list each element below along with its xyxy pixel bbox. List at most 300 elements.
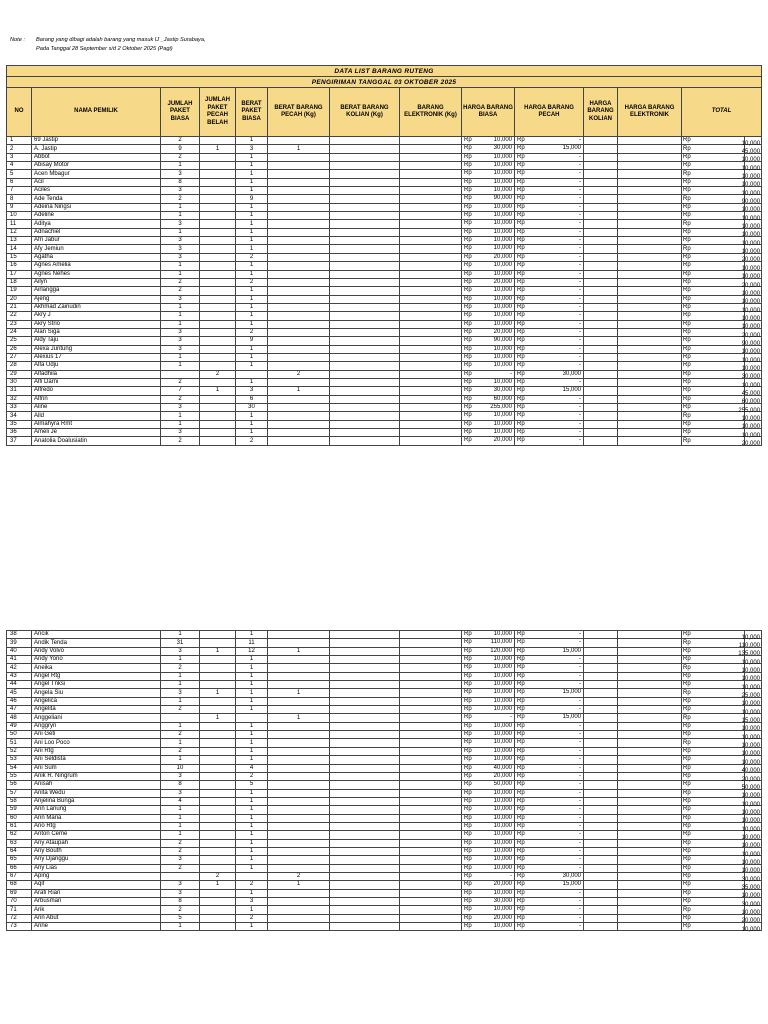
cell-harga-barang-biasa-currency: Rp <box>464 781 472 788</box>
table-row <box>7 187 762 195</box>
cell-harga-barang-elektronik <box>618 270 682 278</box>
cell-no: 45 <box>7 689 32 697</box>
cell-harga-barang-kolian <box>584 923 618 931</box>
cell-barang-elektronik <box>400 831 462 839</box>
cell-total-currency: Rp <box>682 697 745 705</box>
cell-harga-barang-biasa-currency: Rp <box>464 137 472 143</box>
cell-berat-paket-biasa: 1 <box>236 203 268 211</box>
cell-harga-barang-pecah-currency: Rp <box>517 437 525 444</box>
cell-total-currency: Rp <box>682 781 745 789</box>
cell-berat-barang-kolian <box>330 689 400 697</box>
cell-nama-pemilik: Alexa Juntung <box>32 345 161 353</box>
cell-harga-barang-biasa <box>462 378 515 386</box>
cell-harga-barang-pecah-value: - <box>579 270 581 277</box>
cell-harga-barang-biasa <box>462 137 515 145</box>
cell-harga-barang-elektronik <box>618 187 682 195</box>
cell-harga-barang-pecah-value: 30,000 <box>562 872 581 879</box>
cell-total-currency: Rp <box>682 420 745 428</box>
cell-harga-barang-biasa-value: 10,000 <box>493 378 512 385</box>
cell-no: 23 <box>7 320 32 328</box>
cell-harga-barang-pecah-currency: Rp <box>517 664 525 671</box>
cell-total-currency: Rp <box>682 137 745 145</box>
cell-total-value: 10,000 <box>741 868 760 875</box>
cell-no: 30 <box>7 378 32 386</box>
cell-total-currency: Rp <box>682 278 745 286</box>
cell-berat-barang-pecah <box>268 831 330 839</box>
cell-harga-barang-pecah <box>515 153 584 161</box>
cell-berat-barang-kolian <box>330 270 400 278</box>
cell-harga-barang-biasa-value: - <box>510 370 512 377</box>
cell-total <box>741 722 762 733</box>
cell-harga-barang-elektronik <box>618 697 682 705</box>
cell-total-currency: Rp <box>682 145 745 153</box>
cell-total-value: 10,000 <box>741 349 761 356</box>
cell-harga-barang-biasa-value: 10,000 <box>493 672 512 679</box>
cell-total <box>738 639 762 650</box>
cell-jumlah-paket-biasa: 2 <box>161 906 200 914</box>
cell-total <box>741 278 762 289</box>
cell-berat-barang-pecah <box>268 345 330 353</box>
cell-berat-barang-kolian <box>330 639 400 647</box>
table-row <box>7 145 762 153</box>
cell-harga-barang-elektronik <box>618 420 682 428</box>
cell-harga-barang-pecah-value: - <box>579 153 581 160</box>
cell-total <box>741 287 762 297</box>
cell-harga-barang-biasa-currency: Rp <box>464 345 472 352</box>
cell-harga-barang-pecah-value: - <box>579 228 581 235</box>
cell-no: 27 <box>7 353 32 361</box>
cell-nama-pemilik: Angel Tnksi <box>32 681 161 689</box>
cell-total <box>741 137 762 147</box>
cell-harga-barang-kolian <box>584 814 618 822</box>
cell-harga-barang-pecah <box>515 262 584 270</box>
cell-total-currency: Rp <box>682 220 745 228</box>
cell-harga-barang-pecah <box>515 889 584 897</box>
cell-berat-barang-pecah <box>268 278 330 286</box>
cell-berat-paket-biasa: 3 <box>236 898 268 906</box>
cell-harga-barang-kolian <box>584 237 618 245</box>
cell-harga-barang-biasa-currency: Rp <box>464 681 472 688</box>
cell-berat-paket-biasa: 12 <box>236 647 268 655</box>
cell-harga-barang-pecah <box>515 312 584 320</box>
cell-barang-elektronik <box>400 797 462 805</box>
cell-harga-barang-pecah-currency: Rp <box>517 387 525 394</box>
cell-jumlah-paket-biasa: 1 <box>161 203 200 211</box>
cell-harga-barang-elektronik <box>618 789 682 797</box>
cell-berat-barang-pecah: 2 <box>268 370 330 378</box>
cell-no: 22 <box>7 312 32 320</box>
cell-berat-paket-biasa: 1 <box>236 287 268 295</box>
cell-harga-barang-pecah-currency: Rp <box>517 889 525 896</box>
cell-harga-barang-biasa-value: 30,000 <box>493 387 512 394</box>
cell-barang-elektronik <box>400 203 462 211</box>
cell-total <box>741 664 762 675</box>
cell-berat-barang-pecah <box>268 681 330 689</box>
cell-no: 18 <box>7 278 32 286</box>
cell-berat-barang-pecah <box>268 764 330 772</box>
cell-harga-barang-pecah-value: - <box>579 170 581 177</box>
cell-harga-barang-pecah-value: - <box>579 847 581 854</box>
cell-berat-barang-kolian <box>330 856 400 864</box>
cell-harga-barang-pecah-value: - <box>579 195 581 202</box>
cell-nama-pemilik: Akry J <box>32 312 161 320</box>
cell-berat-barang-kolian <box>330 847 400 855</box>
cell-barang-elektronik <box>400 872 462 880</box>
cell-harga-barang-pecah <box>515 387 584 395</box>
cell-harga-barang-pecah-value: 15,000 <box>562 387 581 394</box>
cell-harga-barang-pecah-currency: Rp <box>517 320 525 327</box>
cell-harga-barang-kolian <box>584 145 618 153</box>
cell-harga-barang-kolian <box>584 187 618 195</box>
cell-harga-barang-biasa <box>462 153 515 161</box>
cell-total-currency: Rp <box>682 195 745 203</box>
cell-harga-barang-pecah-value: - <box>579 822 581 829</box>
cell-berat-barang-kolian <box>330 178 400 186</box>
cell-harga-barang-biasa-currency: Rp <box>464 797 472 804</box>
cell-no: 12 <box>7 228 32 236</box>
cell-jumlah-paket-pecah <box>200 923 236 931</box>
cell-total-value: 10,000 <box>741 215 761 222</box>
cell-total-currency: Rp <box>682 847 745 855</box>
cell-harga-barang-elektronik <box>618 756 682 764</box>
cell-harga-barang-biasa-currency: Rp <box>464 245 472 252</box>
cell-harga-barang-biasa <box>462 656 515 664</box>
cell-jumlah-paket-biasa: 31 <box>161 639 200 647</box>
cell-harga-barang-biasa-value: 120,000 <box>490 647 512 654</box>
cell-harga-barang-biasa-currency: Rp <box>464 689 472 696</box>
cell-harga-barang-pecah-value: - <box>579 137 581 143</box>
cell-no: 63 <box>7 839 32 847</box>
cell-total <box>741 187 762 197</box>
cell-berat-barang-pecah: 1 <box>268 647 330 655</box>
cell-berat-barang-pecah <box>268 864 330 872</box>
cell-berat-paket-biasa: 2 <box>236 253 268 261</box>
cell-harga-barang-elektronik <box>618 278 682 286</box>
note-line-1: Barang yang dibagi adalah barang yang masuk IJ _Jastip Surabaya, <box>36 37 206 43</box>
cell-total-currency: Rp <box>682 378 745 386</box>
cell-total-value: 10,000 <box>741 751 760 758</box>
cell-total-value: 10,000 <box>741 668 760 675</box>
cell-barang-elektronik <box>400 278 462 286</box>
cell-harga-barang-biasa <box>462 404 515 412</box>
cell-harga-barang-biasa <box>462 839 515 847</box>
cell-harga-barang-biasa <box>462 370 515 378</box>
cell-harga-barang-kolian <box>584 914 618 922</box>
cell-harga-barang-elektronik <box>618 262 682 270</box>
cell-berat-paket-biasa: 1 <box>236 170 268 178</box>
table-row <box>7 287 762 295</box>
cell-harga-barang-biasa-value: 10,000 <box>493 747 512 754</box>
cell-harga-barang-kolian <box>584 797 618 805</box>
cell-jumlah-paket-pecah <box>200 237 236 245</box>
cell-berat-barang-kolian <box>330 822 400 830</box>
cell-berat-barang-kolian <box>330 312 400 320</box>
cell-harga-barang-pecah <box>515 303 584 311</box>
cell-nama-pemilik: A. Jastip <box>32 145 161 153</box>
cell-nama-pemilik: Agatha <box>32 253 161 261</box>
cell-harga-barang-biasa-value: 10,000 <box>493 187 512 194</box>
cell-harga-barang-biasa <box>462 187 515 195</box>
cell-jumlah-paket-pecah <box>200 656 236 664</box>
cell-berat-barang-kolian <box>330 337 400 345</box>
cell-harga-barang-biasa-currency: Rp <box>464 178 472 185</box>
cell-total-value: 10,000 <box>741 801 760 808</box>
cell-harga-barang-pecah-currency: Rp <box>517 847 525 854</box>
cell-total-currency: Rp <box>682 872 745 880</box>
cell-no: 69 <box>7 889 32 897</box>
cell-barang-elektronik <box>400 631 462 639</box>
table-row <box>7 923 762 931</box>
cell-harga-barang-biasa-currency: Rp <box>464 362 472 369</box>
cell-harga-barang-pecah-currency: Rp <box>517 747 525 754</box>
table-row <box>7 437 762 445</box>
cell-harga-barang-pecah-currency: Rp <box>517 353 525 360</box>
cell-harga-barang-biasa-currency: Rp <box>464 353 472 360</box>
cell-barang-elektronik <box>400 145 462 153</box>
cell-harga-barang-biasa-value: 10,000 <box>493 681 512 688</box>
cell-berat-paket-biasa: 1 <box>236 362 268 370</box>
cell-jumlah-paket-pecah <box>200 898 236 906</box>
table-row <box>7 706 762 714</box>
cell-harga-barang-pecah-value: - <box>579 656 581 663</box>
cell-harga-barang-elektronik <box>618 681 682 689</box>
cell-harga-barang-kolian <box>584 295 618 303</box>
cell-harga-barang-biasa-currency: Rp <box>464 764 472 771</box>
cell-harga-barang-biasa-value: 10,000 <box>493 203 512 210</box>
cell-harga-barang-elektronik <box>618 923 682 931</box>
cell-harga-barang-pecah-value: - <box>579 303 581 310</box>
cell-jumlah-paket-pecah <box>200 312 236 320</box>
cell-harga-barang-pecah-currency: Rp <box>517 822 525 829</box>
cell-harga-barang-pecah-value: - <box>579 395 581 402</box>
cell-harga-barang-pecah-currency: Rp <box>517 237 525 244</box>
cell-harga-barang-elektronik <box>618 872 682 880</box>
cell-nama-pemilik: Alfi Darni <box>32 378 161 386</box>
cell-berat-barang-kolian <box>330 656 400 664</box>
cell-berat-barang-kolian <box>330 706 400 714</box>
cell-barang-elektronik <box>400 245 462 253</box>
cell-total <box>741 847 762 858</box>
cell-barang-elektronik <box>400 195 462 203</box>
cell-jumlah-paket-pecah <box>200 203 236 211</box>
cell-jumlah-paket-pecah <box>200 797 236 805</box>
cell-berat-paket-biasa: 1 <box>236 864 268 872</box>
cell-harga-barang-pecah <box>515 756 584 764</box>
cell-harga-barang-pecah-value: - <box>579 420 581 427</box>
cell-barang-elektronik <box>400 672 462 680</box>
cell-jumlah-paket-biasa: 2 <box>161 137 200 145</box>
cell-harga-barang-pecah-value: - <box>579 295 581 302</box>
cell-barang-elektronik <box>400 253 462 261</box>
cell-total <box>741 831 762 841</box>
cell-harga-barang-biasa-value: 90,000 <box>493 195 512 202</box>
cell-jumlah-paket-pecah <box>200 170 236 178</box>
cell-berat-barang-pecah: 1 <box>268 689 330 697</box>
table-row <box>7 714 762 722</box>
cell-harga-barang-biasa-value: 10,000 <box>493 345 512 352</box>
header-harga-barang-elektronik: HARGA BARANG ELEKTRONIK <box>618 88 682 137</box>
cell-harga-barang-pecah <box>515 689 584 697</box>
cell-harga-barang-pecah-value: - <box>579 437 581 444</box>
table-row <box>7 162 762 170</box>
cell-barang-elektronik <box>400 756 462 764</box>
cell-berat-barang-pecah <box>268 722 330 730</box>
cell-jumlah-paket-pecah <box>200 731 236 739</box>
cell-harga-barang-pecah <box>515 739 584 747</box>
cell-harga-barang-pecah <box>515 814 584 822</box>
cell-harga-barang-kolian <box>584 697 618 705</box>
cell-harga-barang-pecah-value: - <box>579 312 581 319</box>
cell-total-currency: Rp <box>682 262 745 270</box>
cell-harga-barang-biasa-currency: Rp <box>464 647 472 654</box>
cell-harga-barang-pecah-value: - <box>579 898 581 904</box>
cell-jumlah-paket-biasa: 3 <box>161 789 200 797</box>
cell-jumlah-paket-biasa: 1 <box>161 806 200 814</box>
cell-no: 68 <box>7 881 32 889</box>
cell-barang-elektronik <box>400 814 462 822</box>
cell-harga-barang-pecah-currency: Rp <box>517 839 525 846</box>
cell-total-currency: Rp <box>682 153 745 161</box>
cell-jumlah-paket-pecah <box>200 806 236 814</box>
cell-total-value: 10,000 <box>741 709 760 716</box>
cell-berat-paket-biasa: 6 <box>236 395 268 403</box>
cell-berat-barang-pecah <box>268 237 330 245</box>
cell-jumlah-paket-biasa: 7 <box>161 387 200 395</box>
table-row <box>7 303 762 311</box>
cell-harga-barang-biasa-currency: Rp <box>464 756 472 763</box>
cell-harga-barang-kolian <box>584 337 618 345</box>
cell-harga-barang-pecah-currency: Rp <box>517 639 525 646</box>
cell-harga-barang-kolian <box>584 270 618 278</box>
cell-harga-barang-elektronik <box>618 831 682 839</box>
cell-harga-barang-elektronik <box>618 814 682 822</box>
cell-berat-paket-biasa: 1 <box>236 245 268 253</box>
cell-harga-barang-pecah <box>515 187 584 195</box>
cell-total-currency: Rp <box>682 395 745 403</box>
cell-nama-pemilik: Ani Seldista <box>32 756 161 764</box>
cell-jumlah-paket-biasa: 3 <box>161 404 200 412</box>
cell-total <box>741 178 762 189</box>
cell-no: 55 <box>7 772 32 780</box>
cell-harga-barang-pecah-currency: Rp <box>517 378 525 385</box>
cell-no: 40 <box>7 647 32 655</box>
cell-berat-paket-biasa <box>236 370 268 378</box>
cell-jumlah-paket-pecah <box>200 639 236 647</box>
cell-berat-barang-pecah <box>268 822 330 830</box>
cell-harga-barang-biasa-value: 90,000 <box>493 337 512 344</box>
cell-barang-elektronik <box>400 162 462 170</box>
cell-total-value: 10,000 <box>741 232 761 239</box>
cell-total-currency: Rp <box>682 370 745 378</box>
cell-harga-barang-biasa <box>462 387 515 395</box>
table-row <box>7 220 762 228</box>
cell-berat-paket-biasa: 5 <box>236 781 268 789</box>
cell-berat-paket-biasa: 1 <box>236 656 268 664</box>
cell-total-currency: Rp <box>682 772 745 780</box>
cell-jumlah-paket-biasa: 1 <box>161 756 200 764</box>
table-row <box>7 756 762 764</box>
cell-berat-barang-pecah <box>268 631 330 639</box>
cell-no: 53 <box>7 756 32 764</box>
cell-total-value: 20,000 <box>741 332 761 339</box>
cell-harga-barang-biasa-currency: Rp <box>464 831 472 838</box>
table-subtitle: PENGIRIMAN TANGGAL 03 OKTOBER 2025 <box>7 77 762 88</box>
cell-jumlah-paket-biasa: 3 <box>161 772 200 780</box>
cell-harga-barang-biasa-value: - <box>510 872 512 879</box>
cell-no: 17 <box>7 270 32 278</box>
cell-berat-barang-pecah <box>268 412 330 420</box>
cell-berat-barang-kolian <box>330 362 400 370</box>
cell-harga-barang-biasa <box>462 647 515 655</box>
cell-nama-pemilik: Andy Volvo <box>32 647 161 655</box>
cell-total-value: 10,000 <box>741 324 761 331</box>
cell-berat-barang-kolian <box>330 237 400 245</box>
cell-barang-elektronik <box>400 864 462 872</box>
cell-berat-barang-pecah <box>268 153 330 161</box>
cell-total-value: 10,000 <box>741 182 761 189</box>
cell-harga-barang-pecah-value: - <box>579 245 581 252</box>
table-row <box>7 212 762 220</box>
cell-nama-pemilik: Afri Jabur <box>32 237 161 245</box>
cell-total-value: 10,000 <box>741 734 760 741</box>
cell-berat-barang-kolian <box>330 889 400 897</box>
cell-jumlah-paket-pecah <box>200 178 236 186</box>
cell-harga-barang-pecah-currency: Rp <box>517 797 525 804</box>
cell-total-value: 10,000 <box>741 249 761 256</box>
cell-jumlah-paket-biasa: 2 <box>161 153 200 161</box>
cell-no: 62 <box>7 831 32 839</box>
cell-harga-barang-pecah <box>515 847 584 855</box>
cell-no: 71 <box>7 906 32 914</box>
cell-berat-barang-kolian <box>330 898 400 906</box>
cell-harga-barang-biasa-currency: Rp <box>464 145 472 152</box>
cell-berat-barang-kolian <box>330 772 400 780</box>
cell-berat-barang-kolian <box>330 353 400 361</box>
cell-harga-barang-biasa <box>462 437 515 445</box>
cell-berat-barang-pecah <box>268 772 330 780</box>
cell-nama-pemilik: Adnachiel <box>32 228 161 236</box>
cell-harga-barang-pecah <box>515 412 584 420</box>
cell-harga-barang-pecah-value: - <box>579 731 581 738</box>
cell-harga-barang-biasa-currency: Rp <box>464 220 472 227</box>
cell-total-currency: Rp <box>682 178 745 186</box>
cell-nama-pemilik: Alfredo <box>32 387 161 395</box>
cell-harga-barang-biasa-value: 30,000 <box>493 145 512 152</box>
cell-berat-barang-kolian <box>330 404 400 412</box>
cell-barang-elektronik <box>400 722 462 730</box>
cell-nama-pemilik: Angela Siu <box>32 689 161 697</box>
cell-total-currency: Rp <box>682 656 745 664</box>
cell-berat-paket-biasa: 1 <box>236 187 268 195</box>
cell-harga-barang-kolian <box>584 203 618 211</box>
cell-nama-pemilik: Alexius 17 <box>32 353 161 361</box>
cell-no: 34 <box>7 412 32 420</box>
cell-berat-barang-pecah <box>268 353 330 361</box>
cell-jumlah-paket-biasa: 10 <box>161 764 200 772</box>
cell-berat-barang-kolian <box>330 872 400 880</box>
cell-total <box>741 898 762 908</box>
cell-total-value: 10,000 <box>741 207 761 214</box>
cell-harga-barang-pecah-currency: Rp <box>517 328 525 335</box>
cell-harga-barang-pecah-value: - <box>579 681 581 688</box>
cell-harga-barang-pecah-currency: Rp <box>517 187 525 194</box>
table-row <box>7 253 762 261</box>
cell-harga-barang-kolian <box>584 212 618 220</box>
cell-harga-barang-biasa <box>462 806 515 814</box>
cell-harga-barang-pecah-value: - <box>579 806 581 813</box>
cell-berat-barang-kolian <box>330 395 400 403</box>
cell-berat-barang-pecah <box>268 262 330 270</box>
